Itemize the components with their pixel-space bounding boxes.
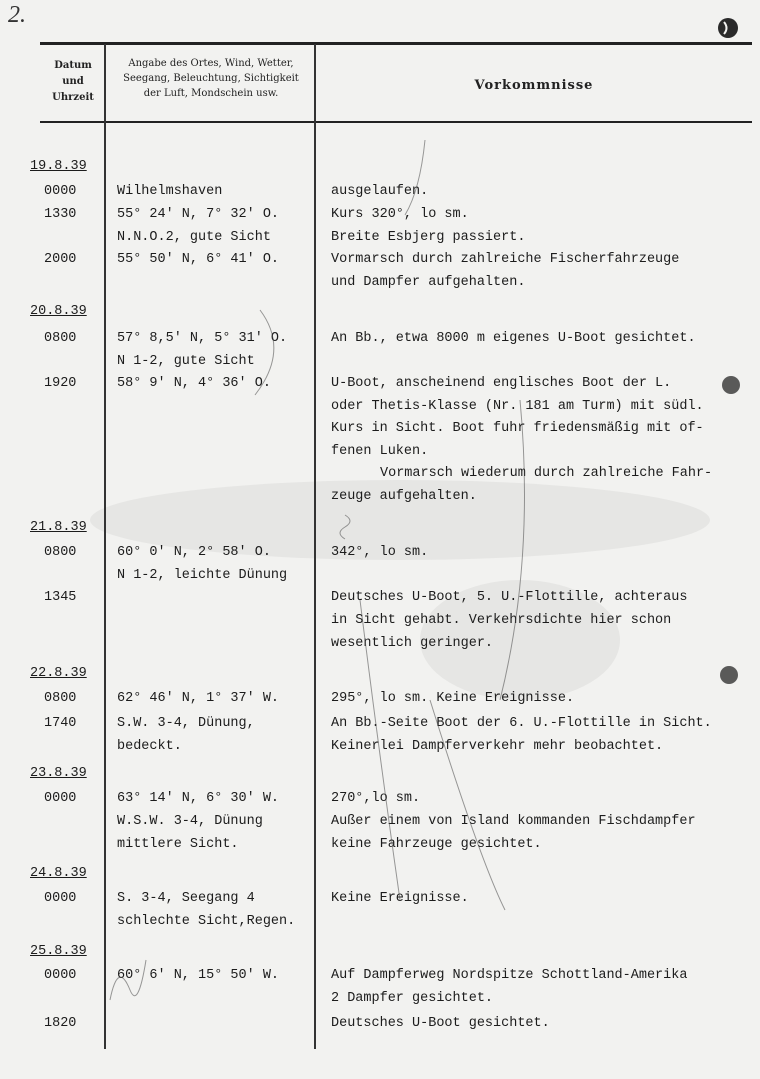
entry-weather: schlechte Sicht,Regen. xyxy=(117,914,296,929)
entry-event: Außer einem von Island kommanden Fischdampfer xyxy=(331,814,696,829)
entry-time: 0000 xyxy=(44,791,77,806)
entry-position: 55° 50' N, 6° 41' O. xyxy=(117,252,280,267)
header-ort-line: Seegang, Beleuchtung, Sichtigkeit xyxy=(123,73,299,84)
entry-time: 1345 xyxy=(44,590,77,605)
entry-event: Vormarsch wiederum durch zahlreiche Fahr- xyxy=(380,466,713,481)
entry-weather: bedeckt. xyxy=(117,739,182,754)
entry-position: 60° 0' N, 2° 58' O. xyxy=(117,545,271,560)
entry-event: zeuge aufgehalten. xyxy=(331,489,477,504)
entry-position: 58° 9' N, 4° 36' O. xyxy=(117,376,271,391)
entry-event: 295°, lo sm. Keine Ereignisse. xyxy=(331,691,575,706)
entry-position: 57° 8,5' N, 5° 31' O. xyxy=(117,331,288,346)
header-vorkommnisse: Vorkommnisse xyxy=(474,78,594,93)
header-ort-line: der Luft, Mondschein usw. xyxy=(143,88,279,99)
entry-event: Vormarsch durch zahlreiche Fischerfahrzeuge xyxy=(331,252,680,267)
entry-weather: mittlere Sicht. xyxy=(117,837,239,852)
entry-time: 1820 xyxy=(44,1016,77,1031)
header-datum-line: und xyxy=(62,76,84,87)
entry-event: und Dampfer aufgehalten. xyxy=(331,275,526,290)
entry-time: 1740 xyxy=(44,716,77,731)
entry-event: oder Thetis-Klasse (Nr. 181 am Turm) mit südl. xyxy=(331,399,704,414)
entry-position: 63° 14' N, 6° 30' W. xyxy=(117,791,280,806)
entry-time: 0800 xyxy=(44,545,77,560)
entry-weather: S. 3-4, Seegang 4 xyxy=(117,891,255,906)
entry-time: 0000 xyxy=(44,968,77,983)
entry-event: Keine Ereignisse. xyxy=(331,891,469,906)
entry-date: 19.8.39 xyxy=(30,159,87,174)
header-ort-line: Angabe des Ortes, Wind, Wetter, xyxy=(128,58,294,69)
entry-date: 25.8.39 xyxy=(30,944,87,959)
entry-date: 20.8.39 xyxy=(30,304,87,319)
entry-event: fenen Luken. xyxy=(331,444,429,459)
entry-weather: N.N.O.2, gute Sicht xyxy=(117,230,271,245)
entry-weather: N 1-2, leichte Dünung xyxy=(117,568,288,583)
entry-event: keine Fahrzeuge gesichtet. xyxy=(331,837,542,852)
entry-position: 60° 6' N, 15° 50' W. xyxy=(117,968,280,983)
entry-date: 22.8.39 xyxy=(30,666,87,681)
entry-event: 342°, lo sm. xyxy=(331,545,429,560)
entry-date: 24.8.39 xyxy=(30,866,87,881)
entry-event: Kurs in Sicht. Boot fuhr friedensmäßig mit of- xyxy=(331,421,704,436)
entry-time: 0000 xyxy=(44,184,77,199)
entry-position: 55° 24' N, 7° 32' O. xyxy=(117,207,280,222)
entry-time: 0800 xyxy=(44,691,77,706)
entry-weather: S.W. 3-4, Dünung, xyxy=(117,716,255,731)
entry-event: wesentlich geringer. xyxy=(331,636,494,651)
entry-date: 23.8.39 xyxy=(30,766,87,781)
page-number: 2. xyxy=(8,2,26,28)
entry-time: 2000 xyxy=(44,252,77,267)
entry-time: 0800 xyxy=(44,331,77,346)
entry-event: Keinerlei Dampferverkehr mehr beobachtet. xyxy=(331,739,664,754)
entry-event: Deutsches U-Boot, 5. U.-Flottille, achteraus xyxy=(331,590,688,605)
entry-weather: W.S.W. 3-4, Dünung xyxy=(117,814,263,829)
header-datum-line: Uhrzeit xyxy=(52,92,94,103)
entry-position: 62° 46' N, 1° 37' W. xyxy=(117,691,280,706)
entry-time: 1920 xyxy=(44,376,77,391)
entry-weather: N 1-2, gute Sicht xyxy=(117,354,255,369)
entry-event: Kurs 320°, lo sm. xyxy=(331,207,469,222)
entry-position: Wilhelmshaven xyxy=(117,184,223,199)
entry-time: 1330 xyxy=(44,207,77,222)
entry-time: 0000 xyxy=(44,891,77,906)
entry-event: in Sicht gehabt. Verkehrsdichte hier schon xyxy=(331,613,672,628)
entry-event: ausgelaufen. xyxy=(331,184,429,199)
entry-event: Deutsches U-Boot gesichtet. xyxy=(331,1016,550,1031)
entry-event: U-Boot, anscheinend englisches Boot der L. xyxy=(331,376,672,391)
entry-event: Auf Dampferweg Nordspitze Schottland-Amerika xyxy=(331,968,688,983)
entry-event: 270°,lo sm. xyxy=(331,791,421,806)
entry-event: 2 Dampfer gesichtet. xyxy=(331,991,494,1006)
header-datum-line: Datum xyxy=(54,60,92,71)
entry-event: Breite Esbjerg passiert. xyxy=(331,230,526,245)
entry-event: An Bb.-Seite Boot der 6. U.-Flottille in Sicht. xyxy=(331,716,712,731)
entry-date: 21.8.39 xyxy=(30,520,87,535)
entry-event: An Bb., etwa 8000 m eigenes U-Boot gesichtet. xyxy=(331,331,696,346)
